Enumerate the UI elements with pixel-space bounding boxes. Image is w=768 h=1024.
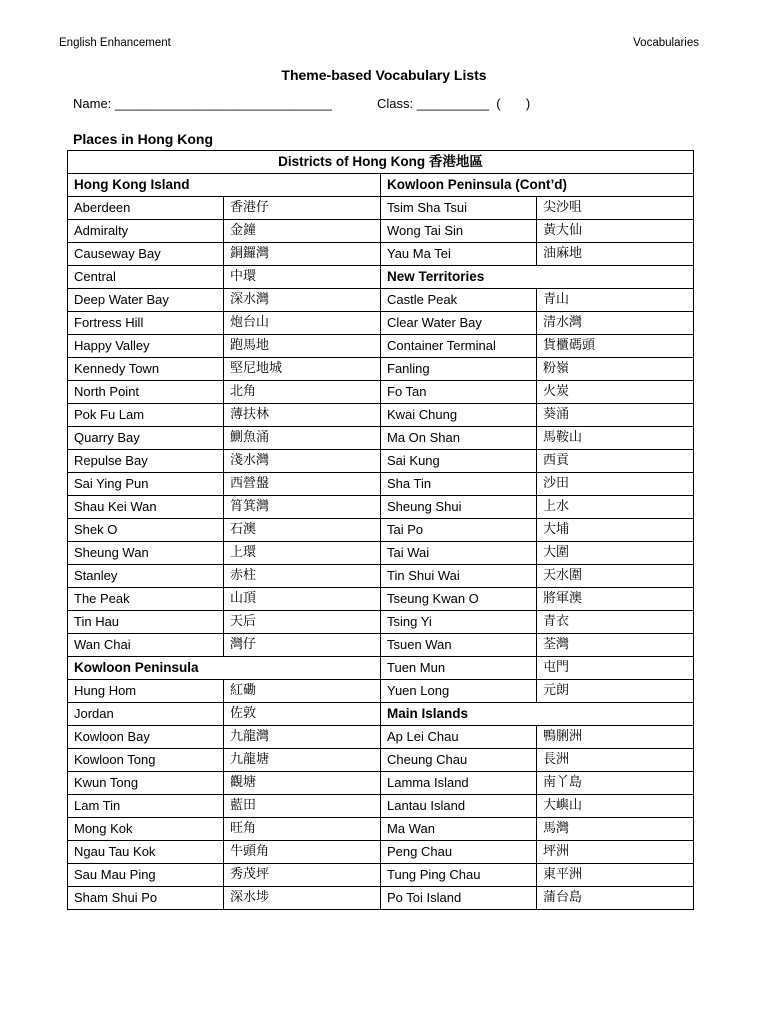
table-row xyxy=(68,749,694,772)
place-name-english: Fortress Hill xyxy=(68,312,224,335)
place-name-chinese: 天后 xyxy=(224,611,381,634)
table-row xyxy=(68,772,694,795)
place-name-english: Tung Ping Chau xyxy=(381,864,537,887)
name-field: Name: ______________________________ xyxy=(73,96,332,111)
place-name-chinese: 金鐘 xyxy=(224,220,381,243)
place-name-chinese: 蒲台島 xyxy=(537,887,694,910)
place-name-english: Tin Hau xyxy=(68,611,224,634)
table-row xyxy=(68,611,694,634)
place-name-chinese: 大圍 xyxy=(537,542,694,565)
place-name-english: Wong Tai Sin xyxy=(381,220,537,243)
place-name-english: Tseung Kwan O xyxy=(381,588,537,611)
place-name-english: Sha Tin xyxy=(381,473,537,496)
place-name-english: Yau Ma Tei xyxy=(381,243,537,266)
place-name-chinese: 九龍灣 xyxy=(224,726,381,749)
place-name-english: Container Terminal xyxy=(381,335,537,358)
table-row xyxy=(68,542,694,565)
place-name-english: Kwun Tong xyxy=(68,772,224,795)
region-heading: Kowloon Peninsula (Cont’d) xyxy=(381,174,694,197)
place-name-chinese: 觀塘 xyxy=(224,772,381,795)
place-name-english: Sai Kung xyxy=(381,450,537,473)
place-name-chinese: 南丫島 xyxy=(537,772,694,795)
table-row xyxy=(68,381,694,404)
place-name-english: Tai Wai xyxy=(381,542,537,565)
place-name-chinese: 貨櫃碼頭 xyxy=(537,335,694,358)
place-name-english: Hung Hom xyxy=(68,680,224,703)
place-name-chinese: 長洲 xyxy=(537,749,694,772)
place-name-chinese: 炮台山 xyxy=(224,312,381,335)
table-row xyxy=(68,519,694,542)
table-row xyxy=(68,795,694,818)
table-row xyxy=(68,473,694,496)
place-name-english: Tin Shui Wai xyxy=(381,565,537,588)
place-name-chinese: 藍田 xyxy=(224,795,381,818)
place-name-english: Happy Valley xyxy=(68,335,224,358)
place-name-english: Ma On Shan xyxy=(381,427,537,450)
place-name-chinese: 西營盤 xyxy=(224,473,381,496)
place-name-chinese: 粉嶺 xyxy=(537,358,694,381)
region-heading: Hong Kong Island xyxy=(68,174,381,197)
table-row xyxy=(68,726,694,749)
place-name-english: Fanling xyxy=(381,358,537,381)
place-name-english: Ngau Tau Kok xyxy=(68,841,224,864)
place-name-english: Central xyxy=(68,266,224,289)
class-field: Class: __________ ( ) xyxy=(377,96,531,111)
header-topic: Vocabularies xyxy=(633,37,699,49)
place-name-chinese: 赤柱 xyxy=(224,565,381,588)
place-name-english: Quarry Bay xyxy=(68,427,224,450)
table-row xyxy=(68,289,694,312)
place-name-chinese: 葵涌 xyxy=(537,404,694,427)
place-name-english: Cheung Chau xyxy=(381,749,537,772)
place-name-chinese: 清水灣 xyxy=(537,312,694,335)
place-name-english: Lantau Island xyxy=(381,795,537,818)
region-heading: New Territories xyxy=(381,266,694,289)
place-name-english: Causeway Bay xyxy=(68,243,224,266)
place-name-chinese: 深水灣 xyxy=(224,289,381,312)
place-name-english: Tuen Mun xyxy=(381,657,537,680)
table-caption: Districts of Hong Kong 香港地區 xyxy=(68,151,694,174)
place-name-chinese: 佐敦 xyxy=(224,703,381,726)
place-name-chinese: 上環 xyxy=(224,542,381,565)
place-name-english: Peng Chau xyxy=(381,841,537,864)
place-name-english: Clear Water Bay xyxy=(381,312,537,335)
place-name-english: Kennedy Town xyxy=(68,358,224,381)
table-row xyxy=(68,864,694,887)
table-row xyxy=(68,243,694,266)
table-row xyxy=(68,174,694,197)
table-row xyxy=(68,450,694,473)
place-name-english: Sai Ying Pun xyxy=(68,473,224,496)
place-name-english: Lamma Island xyxy=(381,772,537,795)
place-name-english: Lam Tin xyxy=(68,795,224,818)
place-name-chinese: 馬灣 xyxy=(537,818,694,841)
place-name-english: North Point xyxy=(68,381,224,404)
table-row xyxy=(68,220,694,243)
table-row xyxy=(68,634,694,657)
table-row xyxy=(68,197,694,220)
place-name-chinese: 馬鞍山 xyxy=(537,427,694,450)
header-subject: English Enhancement xyxy=(59,37,171,49)
table-row xyxy=(68,496,694,519)
place-name-chinese: 堅尼地城 xyxy=(224,358,381,381)
table-row xyxy=(68,680,694,703)
place-name-chinese: 大嶼山 xyxy=(537,795,694,818)
place-name-chinese: 深水埗 xyxy=(224,887,381,910)
place-name-english: Po Toi Island xyxy=(381,887,537,910)
place-name-english: Jordan xyxy=(68,703,224,726)
place-name-chinese: 石澳 xyxy=(224,519,381,542)
place-name-english: Tsuen Wan xyxy=(381,634,537,657)
place-name-chinese: 牛頭角 xyxy=(224,841,381,864)
place-name-english: Repulse Bay xyxy=(68,450,224,473)
place-name-english: Pok Fu Lam xyxy=(68,404,224,427)
table-row xyxy=(68,312,694,335)
place-name-chinese: 尖沙咀 xyxy=(537,197,694,220)
place-name-english: Tsing Yi xyxy=(381,611,537,634)
table-row xyxy=(68,841,694,864)
table-row xyxy=(68,427,694,450)
place-name-chinese: 秀茂坪 xyxy=(224,864,381,887)
place-name-english: Shek O xyxy=(68,519,224,542)
vocabulary-table xyxy=(67,150,694,910)
place-name-chinese: 元朗 xyxy=(537,680,694,703)
place-name-chinese: 鴨脷洲 xyxy=(537,726,694,749)
place-name-chinese: 天水圍 xyxy=(537,565,694,588)
place-name-chinese: 將軍澳 xyxy=(537,588,694,611)
place-name-chinese: 西貢 xyxy=(537,450,694,473)
place-name-english: Mong Kok xyxy=(68,818,224,841)
place-name-english: Yuen Long xyxy=(381,680,537,703)
place-name-english: Sau Mau Ping xyxy=(68,864,224,887)
place-name-chinese: 紅磡 xyxy=(224,680,381,703)
place-name-chinese: 山頂 xyxy=(224,588,381,611)
place-name-chinese: 荃灣 xyxy=(537,634,694,657)
region-heading: Kowloon Peninsula xyxy=(68,657,381,680)
place-name-english: Sheung Shui xyxy=(381,496,537,519)
place-name-chinese: 中環 xyxy=(224,266,381,289)
place-name-english: The Peak xyxy=(68,588,224,611)
place-name-chinese: 北角 xyxy=(224,381,381,404)
place-name-english: Tai Po xyxy=(381,519,537,542)
place-name-chinese: 油麻地 xyxy=(537,243,694,266)
place-name-chinese: 東平洲 xyxy=(537,864,694,887)
table-caption-row xyxy=(68,151,694,174)
place-name-chinese: 上水 xyxy=(537,496,694,519)
place-name-chinese: 坪洲 xyxy=(537,841,694,864)
table-row xyxy=(68,703,694,726)
table-row xyxy=(68,335,694,358)
place-name-chinese: 青山 xyxy=(537,289,694,312)
place-name-chinese: 旺角 xyxy=(224,818,381,841)
place-name-chinese: 筲箕灣 xyxy=(224,496,381,519)
place-name-chinese: 灣仔 xyxy=(224,634,381,657)
section-title: Places in Hong Kong xyxy=(73,131,214,147)
place-name-chinese: 青衣 xyxy=(537,611,694,634)
place-name-english: Fo Tan xyxy=(381,381,537,404)
place-name-english: Wan Chai xyxy=(68,634,224,657)
table-row xyxy=(68,404,694,427)
place-name-english: Ma Wan xyxy=(381,818,537,841)
place-name-chinese: 銅鑼灣 xyxy=(224,243,381,266)
place-name-english: Sham Shui Po xyxy=(68,887,224,910)
vocabulary-table-body xyxy=(68,151,694,910)
place-name-chinese: 薄扶林 xyxy=(224,404,381,427)
place-name-english: Kwai Chung xyxy=(381,404,537,427)
place-name-english: Ap Lei Chau xyxy=(381,726,537,749)
place-name-english: Stanley xyxy=(68,565,224,588)
place-name-chinese: 大埔 xyxy=(537,519,694,542)
place-name-english: Shau Kei Wan xyxy=(68,496,224,519)
place-name-english: Deep Water Bay xyxy=(68,289,224,312)
place-name-chinese: 淺水灣 xyxy=(224,450,381,473)
place-name-english: Admiralty xyxy=(68,220,224,243)
place-name-chinese: 黃大仙 xyxy=(537,220,694,243)
place-name-english: Aberdeen xyxy=(68,197,224,220)
place-name-english: Kowloon Tong xyxy=(68,749,224,772)
place-name-chinese: 九龍塘 xyxy=(224,749,381,772)
place-name-english: Tsim Sha Tsui xyxy=(381,197,537,220)
place-name-chinese: 鰂魚涌 xyxy=(224,427,381,450)
place-name-english: Kowloon Bay xyxy=(68,726,224,749)
table-row xyxy=(68,588,694,611)
table-row xyxy=(68,358,694,381)
place-name-chinese: 沙田 xyxy=(537,473,694,496)
table-row xyxy=(68,657,694,680)
place-name-chinese: 香港仔 xyxy=(224,197,381,220)
place-name-chinese: 跑馬地 xyxy=(224,335,381,358)
table-row xyxy=(68,565,694,588)
place-name-chinese: 火炭 xyxy=(537,381,694,404)
page-title: Theme-based Vocabulary Lists xyxy=(281,67,487,83)
place-name-english: Castle Peak xyxy=(381,289,537,312)
region-heading: Main Islands xyxy=(381,703,694,726)
table-row xyxy=(68,266,694,289)
place-name-english: Sheung Wan xyxy=(68,542,224,565)
table-row xyxy=(68,887,694,910)
place-name-chinese: 屯門 xyxy=(537,657,694,680)
table-row xyxy=(68,818,694,841)
